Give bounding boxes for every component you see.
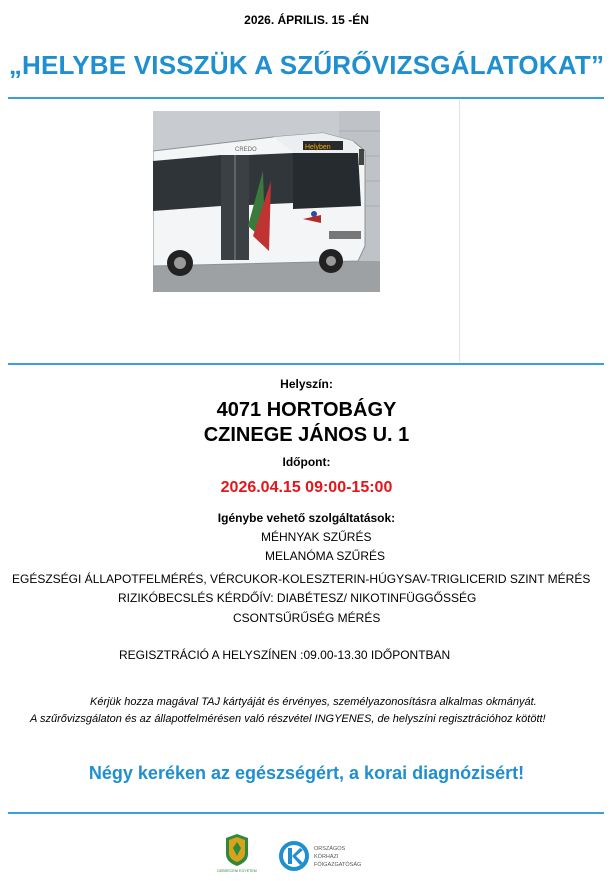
location-line1: 4071 HORTOBÁGY: [216, 399, 397, 421]
services-label: Igénybe vehető szolgáltatások:: [217, 511, 396, 525]
headline: „HELYBE VISSZÜK A SZŰRŐVIZSGÁLATOKAT”: [8, 50, 605, 80]
slogan: Négy keréken az egészségért, a korai diagnózisért!: [88, 763, 525, 783]
event-time: 2026.04.15 09:00-15:00: [220, 479, 393, 496]
middle-divider: [8, 363, 604, 365]
university-logo-text: DEBRECENI EGYETEM: [217, 869, 257, 873]
bus-model-text: CREDO: [235, 147, 257, 153]
page-fold-line: [459, 100, 460, 362]
bus-photo: [153, 111, 380, 292]
registration-info: REGISZTRÁCIÓ A HELYSZÍNEN :09.00-13.30 IDŐPONTBAN: [119, 648, 451, 662]
service-item: RIZIKÓBECSLÉS KÉRDŐÍV: DIABÉTESZ/ NIKOTINFÜGGŐSSÉG: [118, 591, 477, 605]
okfo-logo: [278, 838, 378, 878]
okfo-logo-line2: KÓRHÁZI: [314, 854, 339, 860]
note-line: Kérjük hozza magával TAJ kártyáját és érvényes, személyazonosításra alkalmas okmányát.: [90, 696, 537, 708]
location-line2: CZINEGE JÁNOS U. 1: [203, 424, 410, 446]
note-line: A szűrővizsgálaton és az állapotfelmérésen való részvétel INGYENES, de helyszíni regisztrációhoz kötött!: [30, 713, 546, 725]
service-item: MÉHNYAK SZŰRÉS: [261, 530, 372, 544]
university-logo: [214, 834, 260, 874]
okfo-logo-line3: FŐIGAZGATÓSÁG: [314, 862, 362, 868]
okfo-logo-line1: ORSZÁGOS: [314, 846, 346, 852]
service-item: EGÉSZSÉGI ÁLLAPOTFELMÉRÉS, VÉRCUKOR-KOLESZTERIN-HÚGYSAV-TRIGLICERID SZINT MÉRÉS: [12, 572, 591, 586]
event-date: 2026. ÁPRILIS. 15 -ÉN: [244, 13, 369, 27]
top-divider: [8, 97, 604, 99]
service-item: CSONTSŰRŰSÉG MÉRÉS: [233, 611, 381, 625]
service-item: MELANÓMA SZŰRÉS: [265, 549, 386, 563]
bus-display-text: Helyben: [305, 144, 331, 151]
time-label: Időpont:: [282, 455, 331, 469]
bottom-divider: [8, 812, 604, 814]
location-label: Helyszín:: [280, 377, 333, 391]
